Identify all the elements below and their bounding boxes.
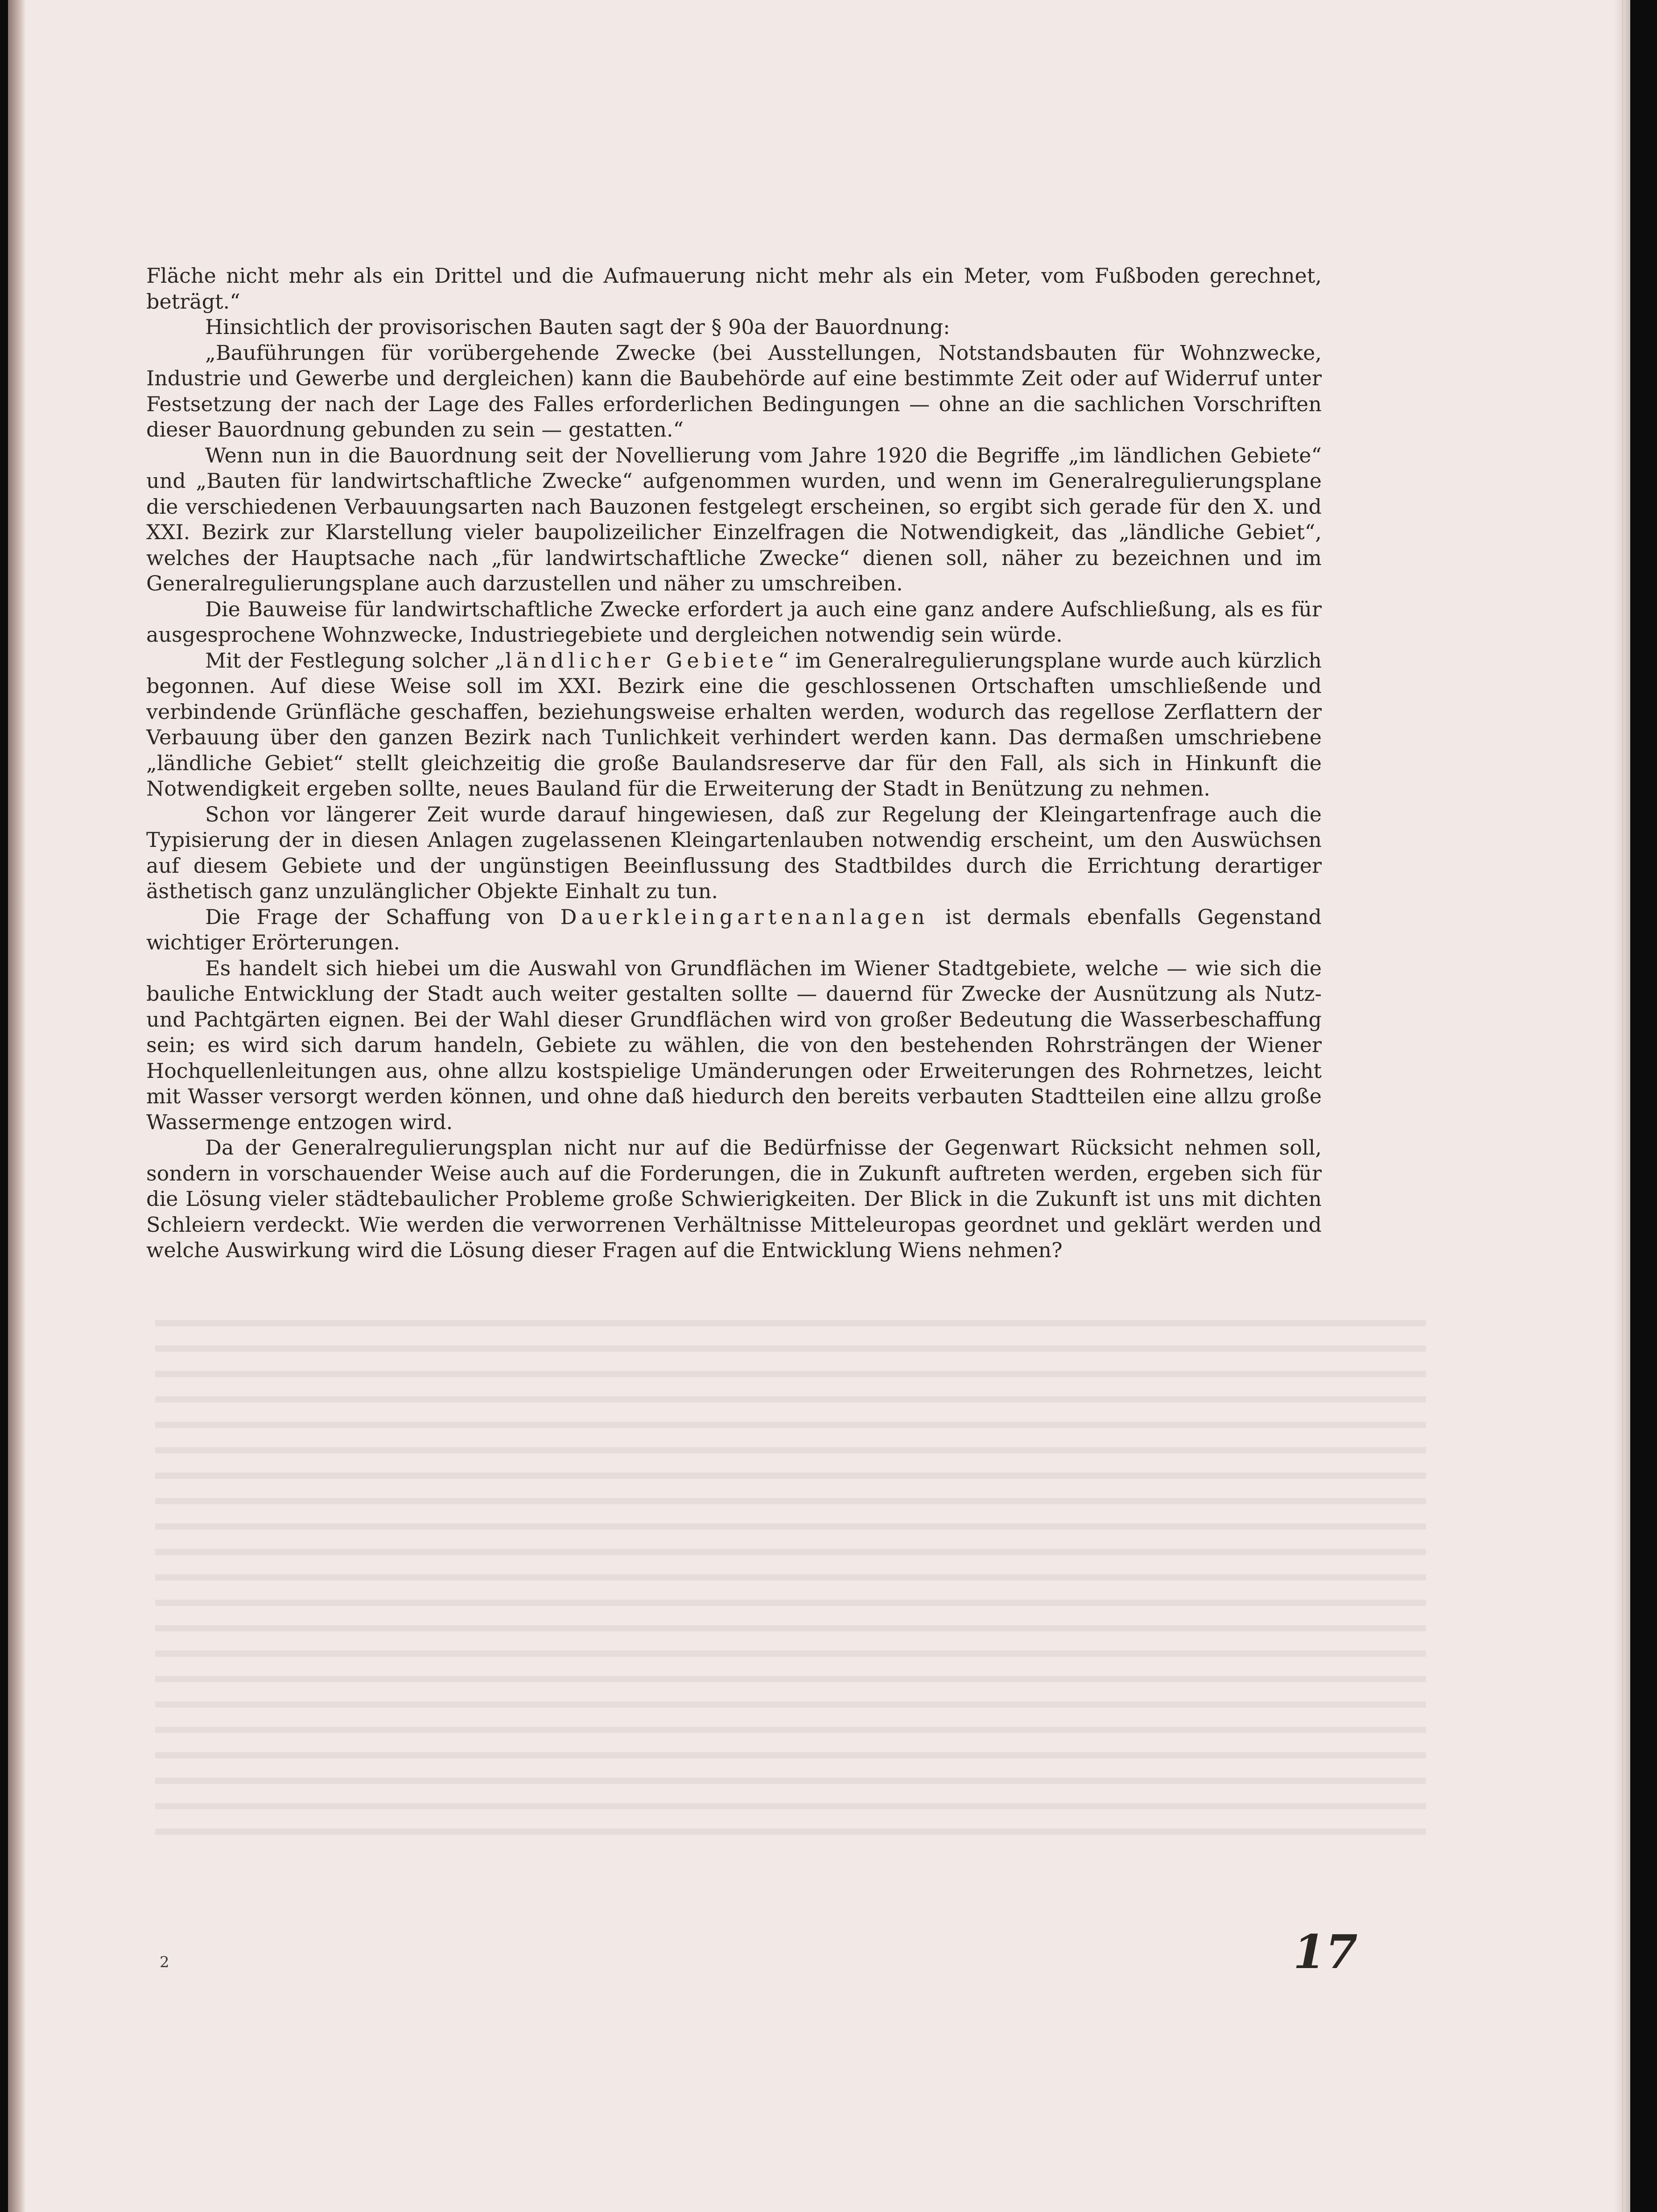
binding-shadow <box>8 0 26 2212</box>
reverse-side-bleed-through <box>155 1307 1426 1851</box>
paragraph-2: Hinsichtlich der provisorischen Bauten sagt der § 90a der Bauordnung: <box>205 315 950 339</box>
page-edge <box>1613 0 1630 2212</box>
paragraph-6-after: “ im Generalregulierungsplane wurde auch kürzlich begonnen. Auf diese Weise soll im XXI. Bezirk eine die geschlossenen Ortschaften umschließende und verbindende Grünfläche geschaffen, beziehungsweise erhalten werden, wodurch das regellose Zerflattern der Verbauung über den ganzen Bezirk nach Tunlichkeit verhindert werden kann. Das dermaßen umschriebene „ländliche Gebiet“ stellt gleichzeitig die große Baulandsreserve dar für den Fall, als sich in Hinkunft die Notwendigkeit ergeben sollte, neues Bauland für die Erweiterung der Stadt in Benützung zu nehmen. <box>146 648 1322 801</box>
paragraph-8-before: Die Frage der Schaffung von <box>205 904 561 929</box>
paragraph-6-before: Mit der Festlegung solcher „ <box>205 648 506 673</box>
paragraph-4: Wenn nun in die Bauordnung seit der Novellierung vom Jahre 1920 die Begriffe „im ländlichen Gebiete“ und „Bauten für landwirtschaftliche Zwecke“ aufgenommen wurden, und wenn im Generalregulierungsplane die verschiedenen Verbauungsarten nach Bauzonen festgelegt erscheinen, so ergibt sich gerade für den X. und XXI. Bezirk zur Klarstellung vieler baupolizeilicher Einzelfragen die Notwendigkeit, das „ländliche Gebiet“, welches der Hauptsache nach „für landwirtschaftliche Zwecke“ dienen soll, näher zu bezeichnen und im Generalregulierungsplane auch darzustellen und näher zu umschreiben. <box>146 443 1322 595</box>
paragraph-8-after: ist dermals ebenfalls Gegenstand wichtiger Erörterungen. <box>146 904 1322 954</box>
paragraph-5: Die Bauweise für landwirtschaftliche Zwecke erfordert ja auch eine ganz andere Aufschließung, als es für ausgesprochene Wohnzwecke, Industriegebiete und dergleichen notwendig sein würde. <box>146 597 1322 647</box>
spaced-term-dauerkleingartenanlagen: Dauerkleingartenanlagen <box>560 904 929 929</box>
paragraph-7: Schon vor längerer Zeit wurde darauf hingewiesen, daß zur Regelung der Kleingartenfrage auch die Typisierung der in diesen Anlagen zugelassenen Kleingartenlauben notwendig erscheint, um den Auswüchsen auf diesem Gebiete und der ungünstigen Beeinflussung des Stadtbildes durch die Errichtung derartiger ästhetisch ganz unzulänglicher Objekte Einhalt zu tun. <box>146 802 1322 903</box>
body-text <box>146 263 1322 1263</box>
spaced-term-laendliche-gebiete: ländlicher Gebiete <box>505 648 778 673</box>
paragraph-3: „Bauführungen für vorübergehende Zwecke (bei Ausstellungen, Notstandsbauten für Wohnzwecke, Industrie und Gewerbe und dergleichen) kann die Baubehörde auf eine bestimmte Zeit oder auf Widerruf unter Festsetzung der nach der Lage des Falles erforderlichen Bedingungen — ohne an die sachlichen Vorschriften dieser Bauordnung gebunden zu sein — gestatten.“ <box>146 340 1322 442</box>
paragraph-6 <box>146 648 1322 802</box>
paragraph-9: Es handelt sich hiebei um die Auswahl von Grundflächen im Wiener Stadtgebiete, welche — wie sich die bauliche Entwicklung der Stadt auch weiter gestalten sollte — dauernd für Zwecke der Ausnützung als Nutz- und Pachtgärten eignen. Bei der Wahl dieser Grundflächen wird von großer Bedeutung die Wasserbeschaffung sein; es wird sich darum handeln, Gebiete zu wählen, die von den bestehenden Rohrsträngen der Wiener Hochquellenleitungen aus, ohne allzu kostspielige Umänderungen oder Erweiterungen des Rohrnetzes, leicht mit Wasser versorgt werden können, und ohne daß hiedurch den bereits verbauten Stadtteilen eine allzu große Wassermenge entzogen wird. <box>146 956 1322 1134</box>
paragraph-1: Fläche nicht mehr als ein Drittel und die Aufmauerung nicht mehr als ein Meter, vom Fußboden gerechnet, beträgt.“ <box>146 264 1322 314</box>
signature-mark: 2 <box>160 1953 169 1971</box>
paragraph-10: Da der Generalregulierungsplan nicht nur auf die Bedürfnisse der Gegenwart Rücksicht nehmen soll, sondern in vorschauender Weise auch auf die Forderungen, die in Zukunft auftreten werden, ergeben sich für die Lösung vieler städtebaulicher Probleme große Schwierigkeiten. Der Blick in die Zukunft ist uns mit dichten Schleiern verdeckt. Wie werden die verworrenen Verhältnisse Mitteleuropas geordnet und geklärt werden und welche Auswirkung wird die Lösung dieser Fragen auf die Entwicklung Wiens nehmen? <box>146 1135 1322 1262</box>
page-number: 17 <box>1293 1924 1358 1979</box>
paragraph-8 <box>146 904 1322 956</box>
